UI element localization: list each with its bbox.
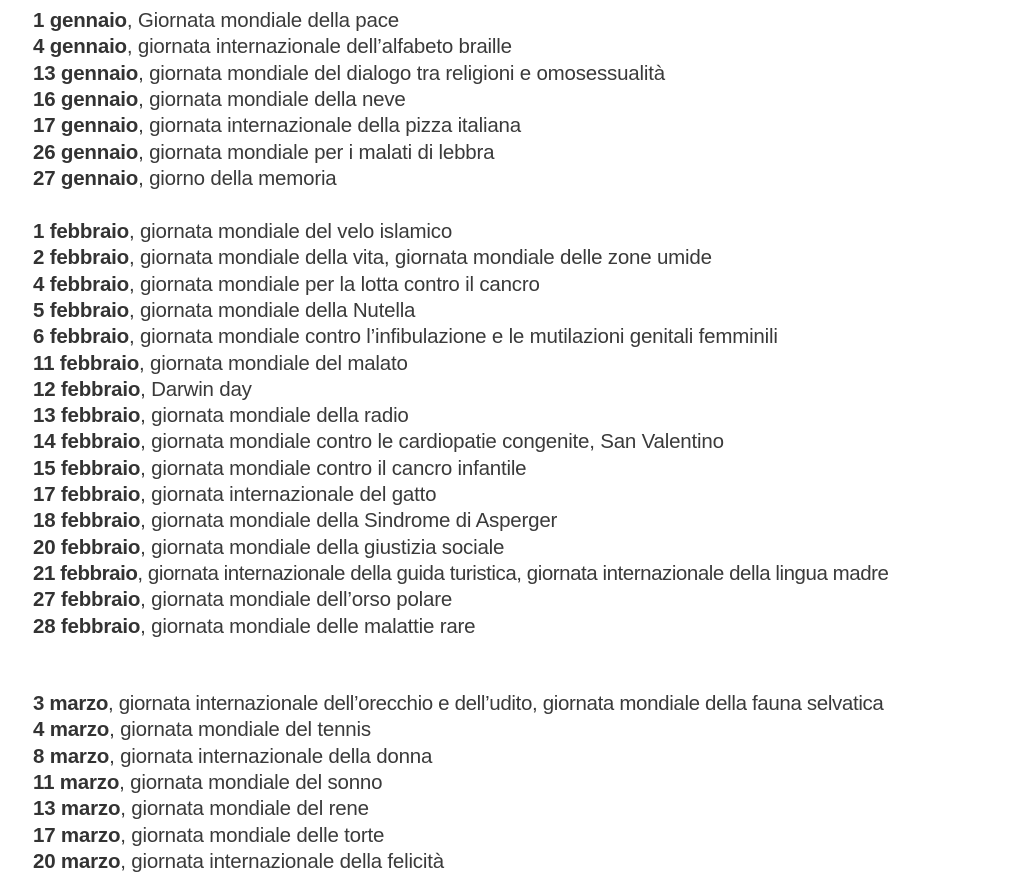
entry-text: , giornata mondiale del velo islamico [128, 220, 453, 243]
entry-text: , giornata internazionale della pizza italiana [138, 114, 521, 138]
list-item [33, 587, 452, 613]
entry-date: 11 febbraio [33, 351, 140, 375]
entry-text: , giornata mondiale contro l’infibulazione e le mutilazioni genitali femminili [128, 325, 778, 349]
entry-date: 27 gennaio [33, 166, 139, 190]
entry-date: 13 febbraio [33, 404, 141, 428]
entry-date: 18 febbraio [33, 509, 141, 533]
entry-date: 6 febbraio [33, 325, 129, 349]
list-item [33, 796, 369, 822]
list-item [33, 561, 889, 587]
entry-text: , giornata mondiale della vita, giornata mondiale delle zone umide [128, 246, 712, 270]
list-item [33, 61, 665, 87]
list-item [33, 456, 526, 482]
list-item [33, 272, 540, 298]
entry-date: 17 febbraio [33, 483, 141, 506]
entry-text: , giornata mondiale della giustizia sociale [140, 535, 505, 559]
entry-text: , giornata mondiale della radio [140, 404, 409, 428]
list-item [33, 508, 557, 534]
entry-text: , giornata mondiale per i malati di lebbra [138, 140, 495, 164]
list-item [33, 219, 452, 245]
entry-text: , giornata mondiale delle malattie rare [140, 614, 476, 638]
entry-text: , giornata mondiale per la lotta contro il cancro [128, 272, 540, 296]
entry-date: 11 marzo [33, 770, 120, 794]
list-item [33, 403, 409, 429]
entry-text: , giornata mondiale contro le cardiopatie congenite, San Valentino [140, 430, 724, 454]
list-item [33, 691, 883, 717]
entry-text: , giornata internazionale dell’orecchio e dell’udito, giornata mondiale della fauna selvatica [108, 692, 884, 715]
list-item [33, 87, 406, 113]
list-item [33, 849, 444, 875]
entry-date: 4 marzo [33, 718, 110, 742]
entry-text: , giornata internazionale della felicità [120, 849, 444, 873]
list-item [33, 166, 337, 192]
entry-date: 20 marzo [33, 849, 121, 873]
entry-date: 14 febbraio [33, 430, 141, 454]
entry-date: 13 marzo [33, 797, 121, 821]
list-item [33, 429, 724, 455]
entry-date: 3 marzo [33, 692, 109, 715]
entry-text: , giornata mondiale dell’orso polare [140, 588, 453, 612]
list-item [33, 113, 521, 139]
entry-date: 1 febbraio [33, 220, 129, 243]
entry-date: 15 febbraio [33, 456, 141, 480]
entry-text: , giornata mondiale della neve [138, 87, 406, 111]
list-item [33, 614, 475, 640]
entry-text: , giorno della memoria [138, 166, 337, 190]
entry-text: , giornata mondiale del tennis [109, 718, 371, 742]
entry-date: 4 febbraio [33, 272, 129, 296]
list-item [33, 34, 512, 60]
entry-text: , Giornata mondiale della pace [126, 9, 399, 32]
entry-date: 1 gennaio [33, 9, 127, 32]
entry-text: , giornata internazionale del gatto [140, 483, 437, 506]
entry-date: 8 marzo [33, 744, 110, 768]
entry-date: 26 gennaio [33, 140, 139, 164]
entry-date: 28 febbraio [33, 614, 141, 638]
list-item [33, 770, 382, 796]
entry-text: , giornata mondiale contro il cancro infantile [140, 456, 527, 480]
entry-text: , giornata mondiale del sonno [119, 770, 383, 794]
entry-text: , giornata mondiale del rene [120, 797, 369, 821]
list-item [33, 298, 415, 324]
list-item [33, 535, 504, 561]
entry-date: 20 febbraio [33, 535, 141, 559]
entry-text: , giornata mondiale della Nutella [128, 298, 416, 322]
entry-date: 21 febbraio [33, 561, 138, 585]
entry-date: 17 gennaio [33, 114, 139, 138]
entry-text: , giornata mondiale della Sindrome di Asperger [140, 509, 558, 533]
entry-date: 4 gennaio [33, 35, 127, 59]
entry-date: 16 gennaio [33, 87, 139, 111]
list-item [33, 377, 252, 403]
entry-date: 27 febbraio [33, 588, 141, 612]
list-item [33, 351, 408, 377]
list-item [33, 8, 399, 34]
entry-date: 5 febbraio [33, 298, 129, 322]
list-item [33, 717, 371, 743]
list-item [33, 245, 712, 271]
list-item [33, 823, 384, 849]
list-item [33, 140, 494, 166]
list-item [33, 744, 432, 770]
entry-text: , giornata mondiale delle torte [120, 823, 385, 847]
list-item [33, 324, 778, 350]
entry-date: 2 febbraio [33, 246, 129, 270]
entry-date: 13 gennaio [33, 61, 139, 85]
entry-date: 12 febbraio [33, 377, 141, 401]
entry-text: , giornata internazionale dell’alfabeto braille [126, 35, 512, 59]
list-item [33, 482, 436, 508]
entry-date: 17 marzo [33, 823, 121, 847]
entry-text: , Darwin day [140, 377, 252, 401]
entry-text: , giornata internazionale della guida turistica, giornata internazionale della lingua madre [137, 561, 889, 585]
entry-text: , giornata mondiale del dialogo tra religioni e omosessualità [138, 61, 665, 85]
entry-text: , giornata mondiale del malato [139, 351, 408, 375]
entry-text: , giornata internazionale della donna [109, 744, 433, 768]
